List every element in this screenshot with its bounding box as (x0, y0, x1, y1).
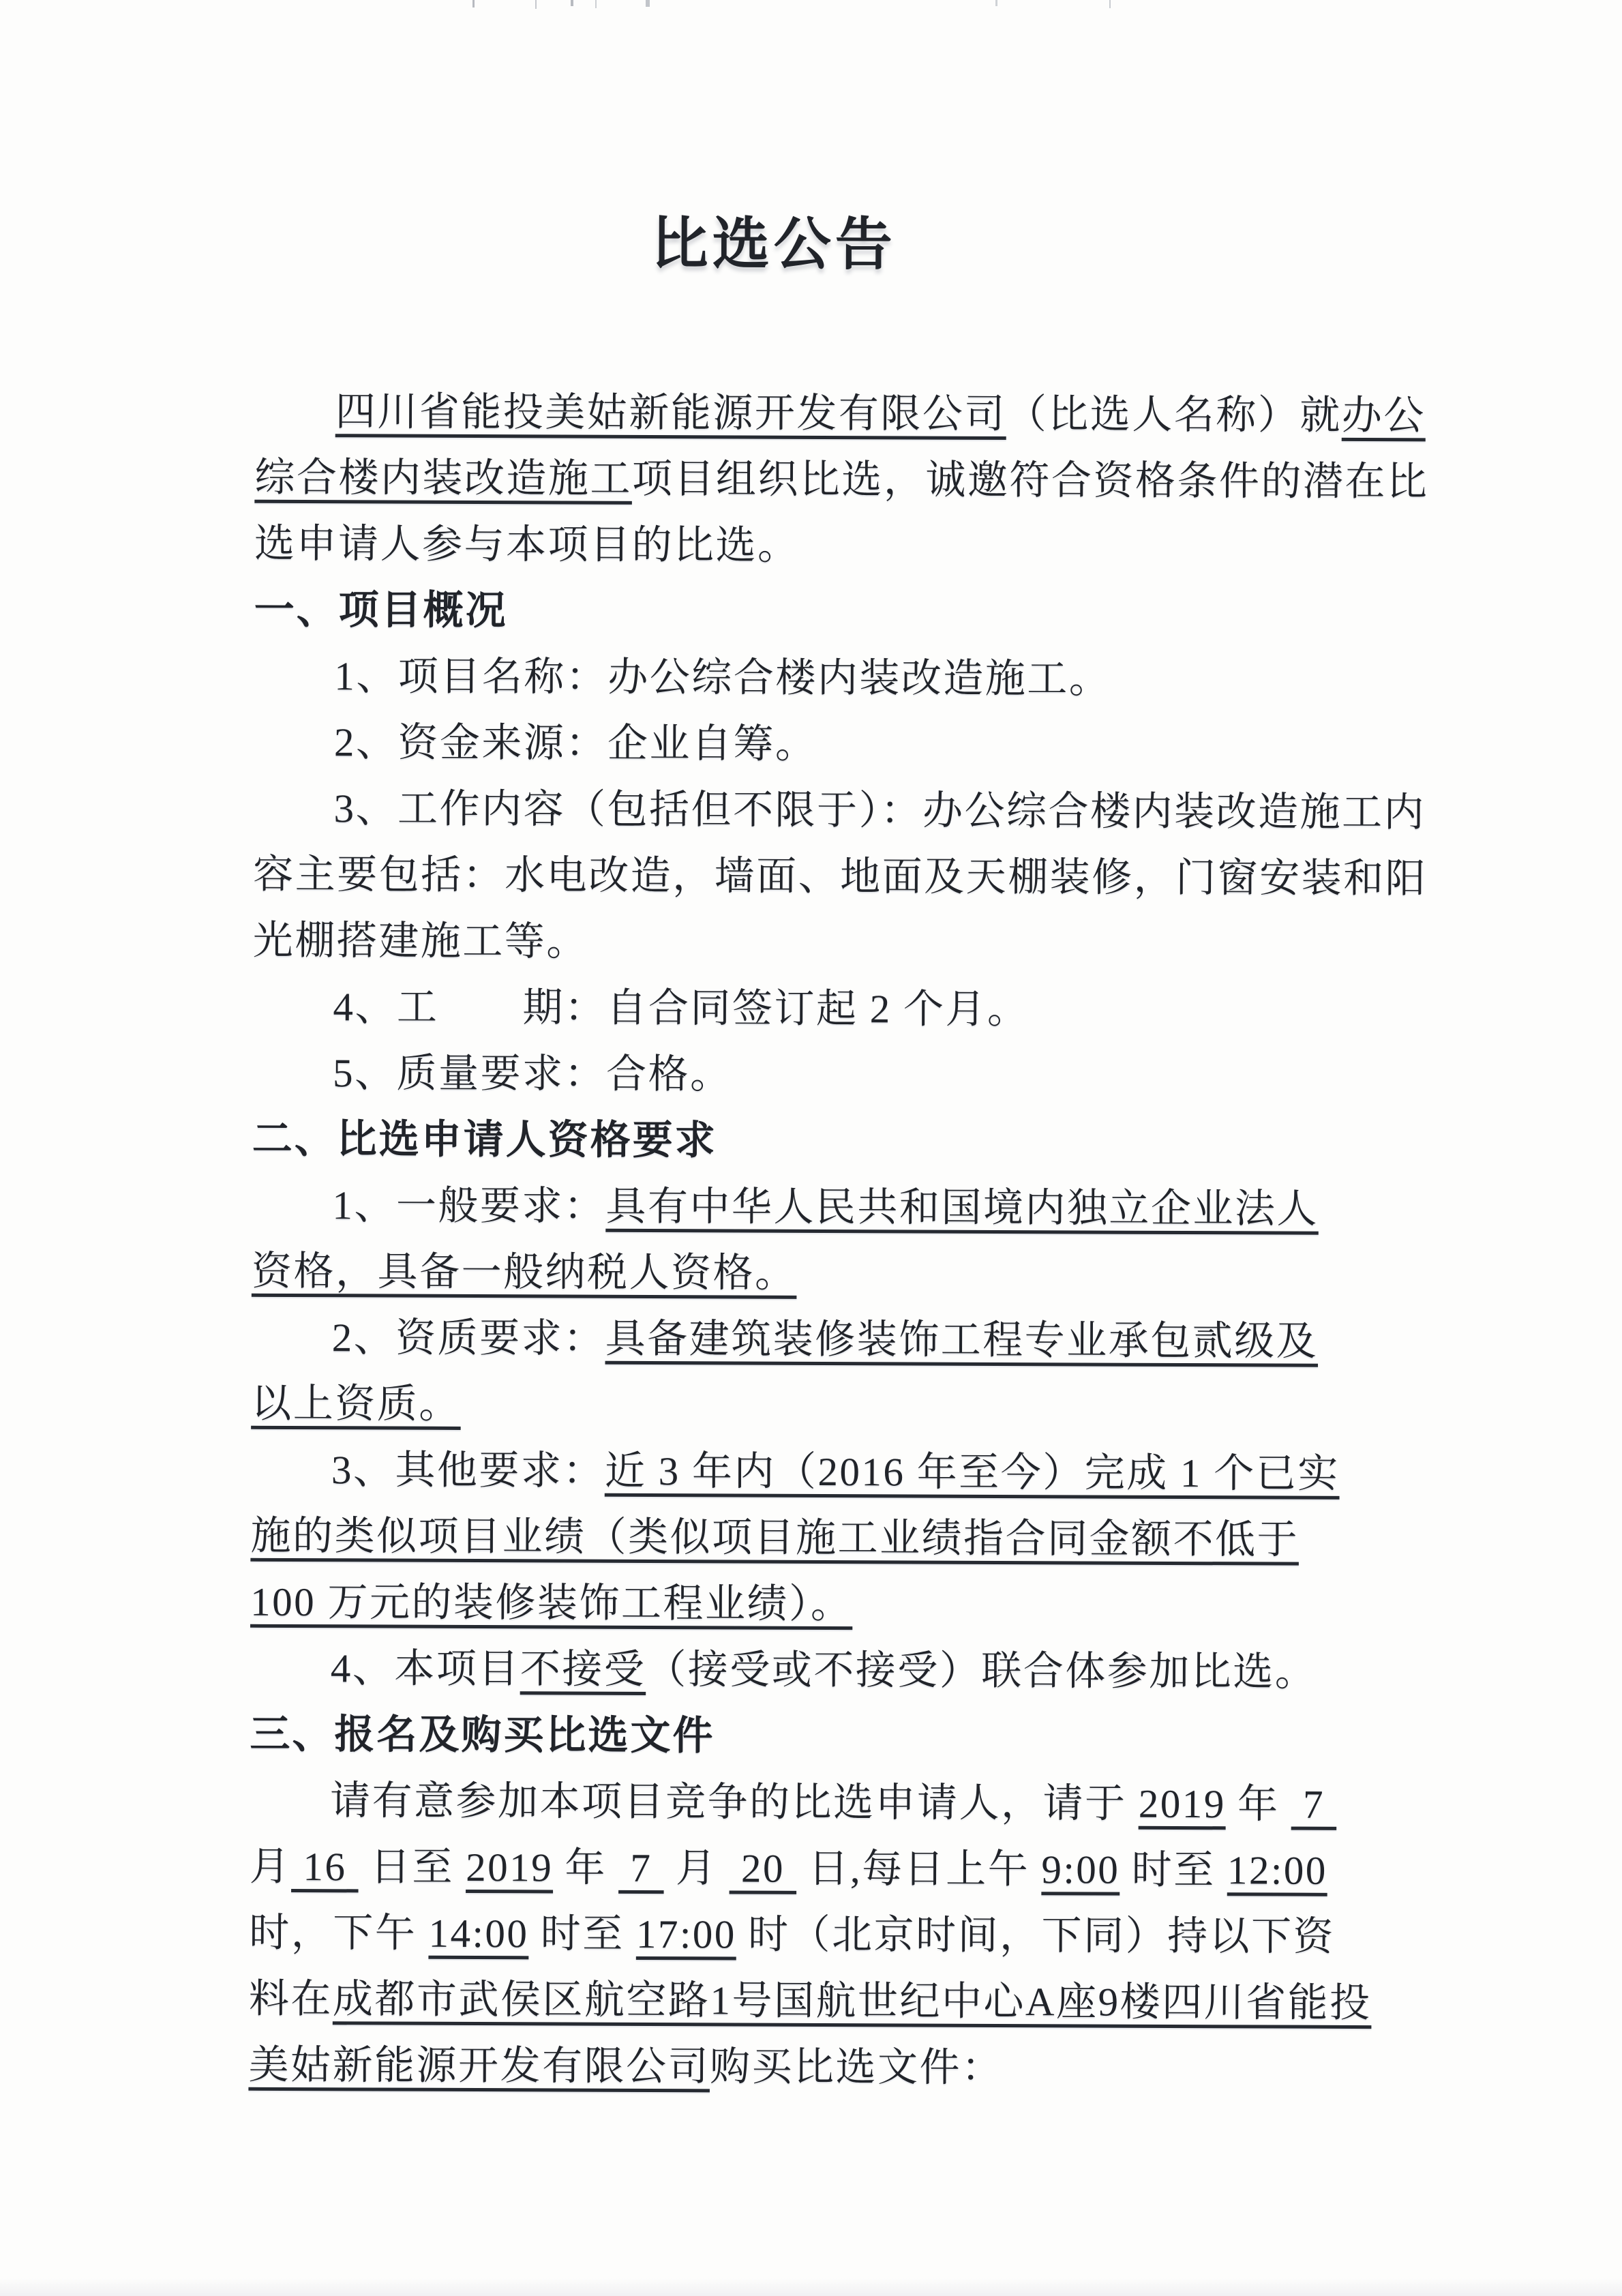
document-title: 比选公告 (650, 213, 897, 278)
section1-heading (254, 577, 1397, 647)
s2-item4-text: （接受或不接受）联合体参加比选。 (646, 1646, 1317, 1695)
scan-artifact-speck (1109, 0, 1111, 8)
s3-text: 请有意参加本项目竞争的比选申请人，请于 (329, 1778, 1139, 1826)
s3-text: 日,每日上午 (796, 1845, 1042, 1892)
s2-item3-requirement-underlined: 近 3 年内（2016 年至今）完成 1 个已实 (604, 1448, 1340, 1496)
intro-text: 项目组织比选，诚邀符合资格条件的潜在比 (631, 456, 1429, 505)
intro-line-2 (254, 445, 1429, 515)
s3-text: 购买比选文件： (709, 2044, 1004, 2091)
section2-heading-text: 二、比选申请人资格要求 (252, 1116, 717, 1163)
s3-text: 年 (1225, 1781, 1291, 1827)
end-month-underlined: 7 (618, 1845, 664, 1891)
s3-line-5 (248, 2032, 1391, 2102)
s2-item2-line-1 (251, 1304, 1394, 1375)
intro-line-3 (254, 511, 1397, 581)
s3-line-4 (249, 1966, 1392, 2036)
s1-item2-text: 2、资金来源：企业自筹。 (333, 719, 817, 766)
s3-text: 时（北京时间，下同）持以下资 (736, 1911, 1336, 1959)
s2-item4-not-accepted-underlined: 不接受 (520, 1646, 646, 1692)
project-name-underlined: 综合楼内装改造施工 (254, 454, 633, 501)
s2-item3-requirement-underlined: 施的类似项目业绩（类似项目施工业绩指合同金额不低于 (250, 1512, 1300, 1562)
start-day-underlined: 16 (291, 1844, 359, 1890)
s2-item4-text: 4、本项目 (330, 1645, 520, 1692)
s3-text: 时至 (1120, 1847, 1228, 1893)
intro-text: 选申请人参与本项目的比选。 (254, 520, 800, 568)
s1-item5-quality (252, 1040, 1395, 1110)
s3-text: 时至 (528, 1911, 637, 1956)
scan-artifact-speck (995, 0, 997, 6)
s1-item3-scope-line-3 (253, 908, 1396, 978)
start-year-underlined: 2019 (1138, 1780, 1226, 1827)
start-month-underlined: 7 (1291, 1781, 1337, 1827)
s2-item3-line-2 (250, 1503, 1393, 1573)
project-name-underlined: 办公 (1341, 392, 1426, 438)
page-bottom-scan-shadow (0, 2278, 1622, 2296)
s1-item5-text: 5、质量要求：合格。 (333, 1050, 732, 1097)
s2-item2-requirement-underlined: 以上资质。 (251, 1380, 461, 1427)
section3-heading-text: 三、报名及购买比选文件 (250, 1711, 715, 1759)
s1-item3-scope-line-2 (253, 841, 1428, 912)
s2-item2-line-2 (251, 1371, 1394, 1441)
morning-start-time-underlined: 9:00 (1041, 1847, 1120, 1892)
s1-item1-project-name (254, 643, 1396, 713)
section2-heading (252, 1106, 1395, 1176)
afternoon-end-time-underlined: 17:00 (635, 1911, 737, 1957)
s3-text: 月 (663, 1845, 730, 1891)
s3-text: 时，下午 (249, 1909, 429, 1956)
s2-item1-requirement-underlined: 资格，具备一般纳税人资格。 (251, 1248, 797, 1296)
s2-item1-requirement-underlined: 具有中华人民共和国境内独立企业法人 (605, 1183, 1319, 1232)
s1-item3-text: 容主要包括：水电改造，墙面、地面及天棚装修，门窗安装和阳 (253, 851, 1428, 901)
s2-item4-consortium (250, 1635, 1393, 1705)
s1-item4-duration (252, 974, 1395, 1044)
section3-heading (250, 1701, 1392, 1772)
s2-item1-label: 1、一般要求： (332, 1182, 606, 1229)
s2-item2-label: 2、资质要求： (331, 1315, 605, 1361)
s2-item3-requirement-underlined: 100 万元的装修装饰工程业绩）。 (250, 1579, 853, 1627)
scan-artifact-speck (571, 0, 573, 6)
end-day-underlined: 20 (729, 1845, 797, 1891)
afternoon-start-time-underlined: 14:00 (428, 1910, 529, 1956)
intro-line-1 (255, 378, 1426, 449)
s2-item1-line-2 (252, 1238, 1394, 1309)
end-year-underlined: 2019 (466, 1844, 554, 1890)
s2-item3-line-1 (251, 1437, 1394, 1507)
s3-text: 年 (553, 1845, 619, 1890)
s3-line-1 (250, 1768, 1392, 1838)
scan-artifact-speck (646, 0, 650, 7)
s1-item3-text: 3、工作内容（包括但不限于）：办公综合楼内装改造施工内 (333, 786, 1426, 835)
s2-item2-requirement-underlined: 具备建筑装修装饰工程专业承包贰级及 (605, 1315, 1319, 1364)
purchase-address-underlined: 成都市武侯区航空路1号国航世纪中心A座9楼四川省能投 (332, 1976, 1372, 2026)
s1-item4-text: 4、工 期：自合同签订起 2 个月。 (333, 984, 1030, 1032)
purchase-address-underlined: 美姑新能源开发有限公司 (248, 2042, 710, 2089)
morning-end-time-underlined: 12:00 (1227, 1847, 1327, 1893)
s1-item2-funding-source (254, 709, 1396, 779)
s1-item3-scope-line-1 (253, 775, 1426, 846)
s2-item1-line-1 (252, 1172, 1394, 1242)
scan-artifact-speck (472, 0, 475, 8)
buyer-name-underlined: 四川省能投美姑新能源开发有限公司 (335, 389, 1006, 437)
scan-artifact-speck (535, 0, 537, 9)
s3-line-3 (249, 1900, 1392, 1970)
document-content (248, 208, 1429, 2102)
s1-item3-text: 光棚搭建施工等。 (252, 917, 589, 964)
s3-text: 月 (249, 1843, 292, 1890)
s1-item1-text: 1、项目名称：办公综合楼内装改造施工。 (334, 653, 1111, 702)
s3-text: 料在 (248, 1976, 333, 2022)
s2-item3-line-3 (250, 1569, 1393, 1639)
scan-artifact-speck (595, 0, 597, 8)
s3-line-2 (249, 1834, 1392, 1904)
section1-heading-text: 一、项目概况 (254, 586, 508, 633)
s2-item3-label: 3、其他要求： (331, 1447, 605, 1493)
s3-text: 日至 (358, 1844, 466, 1890)
intro-text: （比选人名称）就 (1006, 391, 1342, 438)
